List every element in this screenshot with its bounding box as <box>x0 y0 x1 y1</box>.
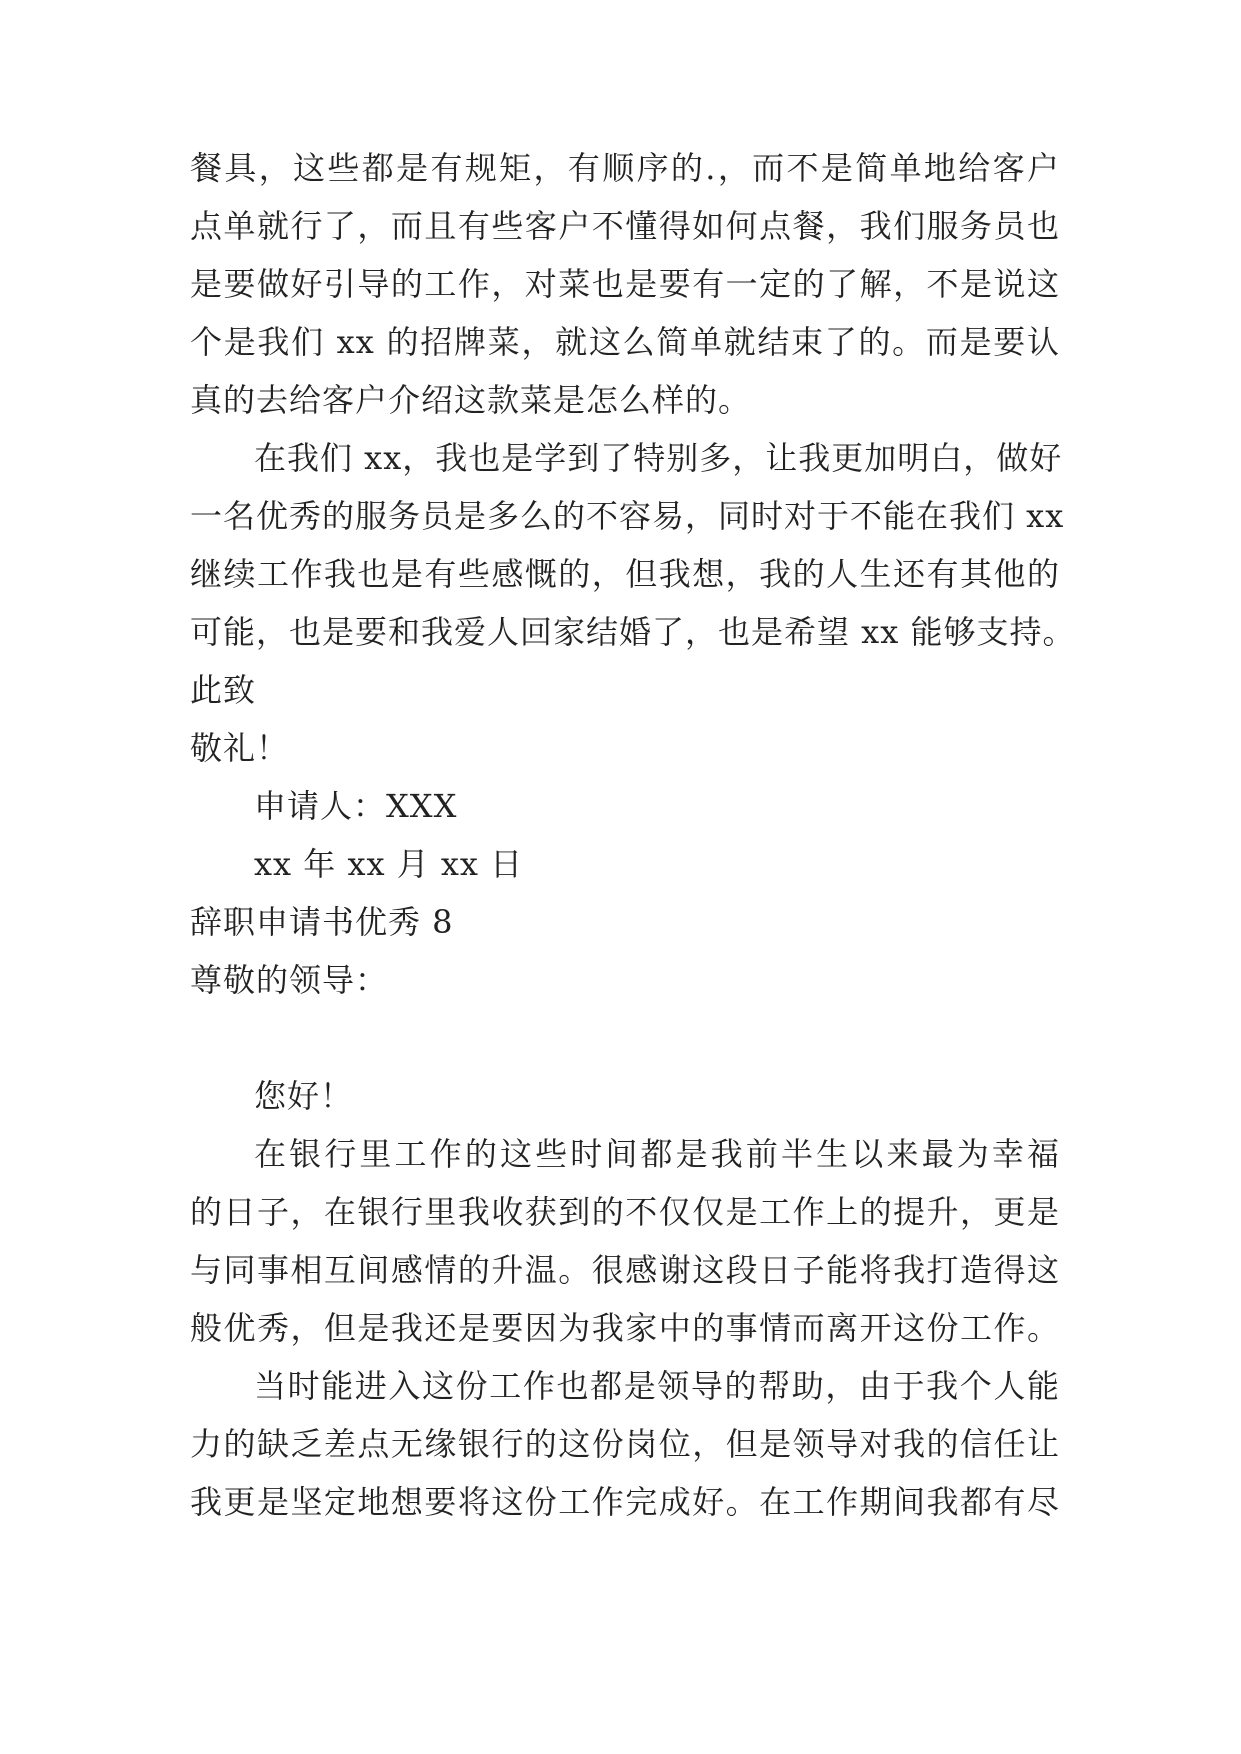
paragraph-first-line: 在我们 xx，我也是学到了特别多，让我更加明白，做好 <box>254 439 1063 477</box>
text-line: 是要做好引导的工作，对菜也是要有一定的了解，不是说这 <box>190 265 1060 303</box>
text-line: 继续工作我也是有些感慨的，但我想，我的人生还有其他的 <box>190 555 1060 593</box>
signature-date: xx 年 xx 月 xx 日 <box>254 845 524 883</box>
paragraph-first-line: 在银行里工作的这些时间都是我前半生以来最为幸福 <box>254 1135 1060 1173</box>
text-line: 点单就行了，而且有些客户不懂得如何点餐，我们服务员也 <box>190 207 1060 245</box>
text-line: 的日子，在银行里我收获到的不仅仅是工作上的提升，更是 <box>190 1193 1060 1231</box>
paragraph-first-line: 当时能进入这份工作也都是领导的帮助，由于我个人能 <box>254 1367 1060 1405</box>
text-line: 一名优秀的服务员是多么的不容易，同时对于不能在我们 xx <box>190 497 1065 535</box>
text-line: 我更是坚定地想要将这份工作完成好。在工作期间我都有尽 <box>190 1483 1060 1521</box>
text-line: 般优秀，但是我还是要因为我家中的事情而离开这份工作。 <box>190 1309 1060 1347</box>
text-line: 可能，也是要和我爱人回家结婚了，也是希望 xx 能够支持。 <box>190 613 1076 651</box>
text-line: 与同事相互间感情的升温。很感谢这段日子能将我打造得这 <box>190 1251 1060 1289</box>
text-line: 个是我们 xx 的招牌菜，就这么简单就结束了的。而是要认 <box>190 323 1060 361</box>
applicant-signature: 申请人：XXX <box>254 787 458 825</box>
text-line: 真的去给客户介绍这款菜是怎么样的。 <box>190 381 752 419</box>
letter-greeting: 尊敬的领导： <box>190 961 389 999</box>
text-line: 力的缺乏差点无缘银行的这份岗位，但是领导对我的信任让 <box>190 1425 1060 1463</box>
section-title: 辞职申请书优秀 8 <box>190 903 454 941</box>
closing-regards: 敬礼！ <box>190 729 290 767</box>
text-line: 餐具，这些都是有规矩，有顺序的.，而不是简单地给客户 <box>190 149 1060 187</box>
closing-salutation: 此致 <box>190 671 257 709</box>
letter-hello: 您好！ <box>254 1077 354 1115</box>
